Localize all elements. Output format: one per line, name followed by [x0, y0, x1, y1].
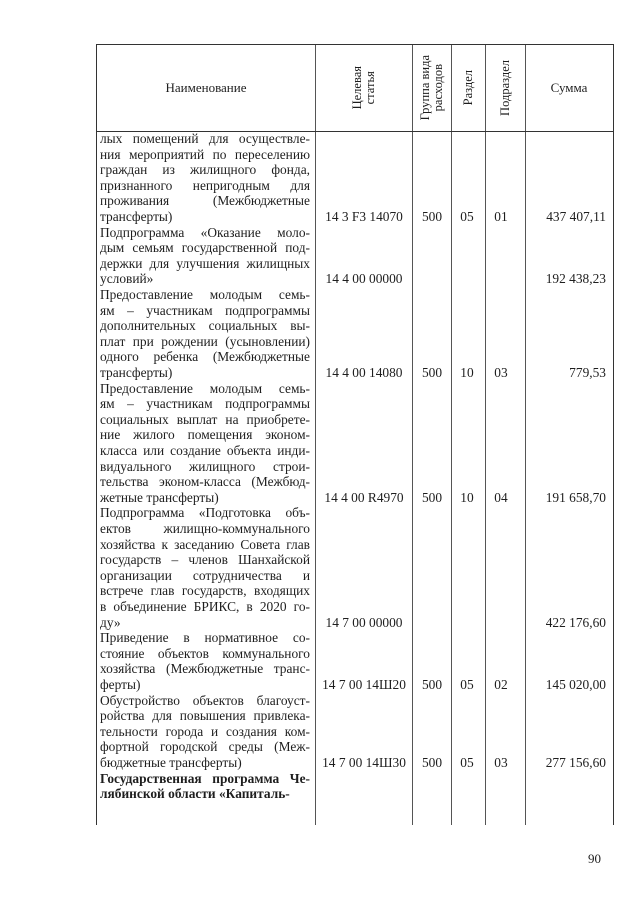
header-group: Группа вида расходов	[417, 55, 445, 121]
row-target-code: 14 3 F3 14070	[325, 209, 403, 224]
row-name-line: Предоставление молодым семь-	[100, 380, 310, 396]
row-name-line: ям – участникам подпрограммы	[100, 302, 310, 318]
row-name-line: ям – участникам подпрограммы	[100, 396, 310, 412]
row-group: 500	[421, 489, 443, 505]
row-name-line: государств – членов Шанхайской	[100, 552, 310, 568]
page-number: 90	[588, 851, 601, 866]
row-sum: 191 658,70	[545, 489, 606, 505]
row-subsection: 04	[494, 489, 508, 505]
row-sum: 437 407,11	[546, 209, 606, 224]
row-group: 500	[421, 755, 443, 770]
row-section: 10	[460, 365, 474, 380]
row-name-line: Предоставление молодым семь-	[100, 287, 310, 302]
column-divider	[315, 45, 316, 825]
row-name-line: встрече глав государств, входящих	[100, 583, 310, 599]
row-name-line: Подпрограмма «Подготовка объ-	[100, 505, 310, 521]
row-name-line: организации сотрудничества и	[100, 567, 310, 583]
row-name-line: ферты)	[100, 677, 141, 692]
row-target-code: 14 7 00 14Ш30	[322, 755, 406, 770]
row-name-line: тельности города и создания ком-	[100, 723, 310, 739]
row-sum: 277 156,60	[545, 755, 606, 770]
header-subsection: Подраздел	[497, 60, 512, 116]
row-sum: 779,53	[569, 365, 606, 380]
row-target-code: 14 7 00 00000	[325, 614, 403, 630]
row-section: 05	[460, 755, 474, 770]
row-name-line: лых помещений для осуществле-	[100, 131, 310, 146]
row-sum: 422 176,60	[545, 614, 606, 630]
row-name-line: Подпрограмма «Оказание моло-	[100, 224, 310, 240]
row-subsection: 03	[494, 755, 508, 770]
row-name-line: в объединение БРИКС, в 2020 го-	[100, 599, 310, 614]
header-sum: Сумма	[550, 80, 588, 95]
row-subsection: 02	[494, 677, 508, 692]
column-divider	[485, 45, 486, 825]
row-group: 500	[421, 365, 443, 380]
row-name-line: ния мероприятий по переселению	[100, 146, 310, 162]
row-group: 500	[421, 677, 443, 692]
row-name-line: Приведение в нормативное со-	[100, 630, 310, 646]
row-group: 500	[421, 209, 443, 224]
row-section: 05	[460, 677, 474, 692]
row-section: 10	[460, 489, 474, 505]
row-name-line: видуального жилищного строи-	[100, 458, 310, 474]
row-name-line: фортной городской среды (Меж-	[100, 739, 310, 755]
row-name-line: Обустройство объектов благоуст-	[100, 692, 310, 708]
row-name-line: трансферты)	[100, 209, 173, 224]
row-name-line: стояние объектов коммунального	[100, 645, 310, 661]
row-name-line: жетные трансферты)	[100, 489, 219, 505]
header-section: Раздел	[460, 70, 475, 106]
row-target-code: 14 7 00 14Ш20	[322, 677, 406, 692]
column-divider	[412, 45, 413, 825]
row-name-line: проживания (Межбюджетные	[100, 193, 310, 209]
row-sum: 145 020,00	[545, 677, 606, 692]
row-name-line: дым семьям государственной под-	[100, 240, 310, 256]
row-sum: 192 438,23	[545, 271, 606, 287]
row-name-line: Государственная программа Че-	[100, 770, 310, 786]
row-name-line: тельства эконом-класса (Межбюд-	[100, 474, 310, 490]
row-name-line: хозяйства (Межбюджетные транс-	[100, 661, 310, 677]
row-subsection: 01	[494, 209, 508, 224]
row-name-line: бюджетные трансферты)	[100, 755, 242, 770]
row-name-line: граждан из жилищного фонда,	[100, 162, 310, 178]
row-name-line: социальных выплат на приобрете-	[100, 411, 310, 427]
header-name: Наименование	[165, 80, 247, 95]
row-target-code: 14 4 00 14080	[325, 365, 403, 380]
row-target-code: 14 4 00 00000	[325, 271, 403, 287]
row-name-line: дополнительных социальных вы-	[100, 318, 310, 334]
row-name-line: ду»	[100, 614, 121, 630]
row-target-code: 14 4 00 R4970	[324, 489, 404, 505]
row-name-line: лябинской области «Капиталь-	[100, 786, 290, 802]
row-name-line: плат при рождении (усыновлении)	[100, 333, 310, 349]
row-name-line: ние жилого помещения эконом-	[100, 427, 310, 443]
column-divider	[451, 45, 452, 825]
row-name-line: признанного непригодным для	[100, 177, 310, 193]
row-name-line: держки для улучшения жилищных	[100, 255, 310, 271]
row-name-line: условий»	[100, 271, 154, 287]
row-name-line: трансферты)	[100, 365, 173, 380]
column-divider	[525, 45, 526, 825]
row-section: 05	[460, 209, 474, 224]
row-name-line: одного ребенка (Межбюджетные	[100, 349, 310, 365]
row-name-line: ройства для повышения привлека-	[100, 708, 310, 724]
row-name-line: хозяйства к заседанию Совета глав	[100, 536, 310, 552]
row-name-line: класса или создание объекта инди-	[100, 443, 310, 458]
row-name-line: ектов жилищно-коммунального	[100, 521, 310, 536]
header-target: Целевая статья	[349, 66, 377, 110]
row-subsection: 03	[494, 365, 508, 380]
